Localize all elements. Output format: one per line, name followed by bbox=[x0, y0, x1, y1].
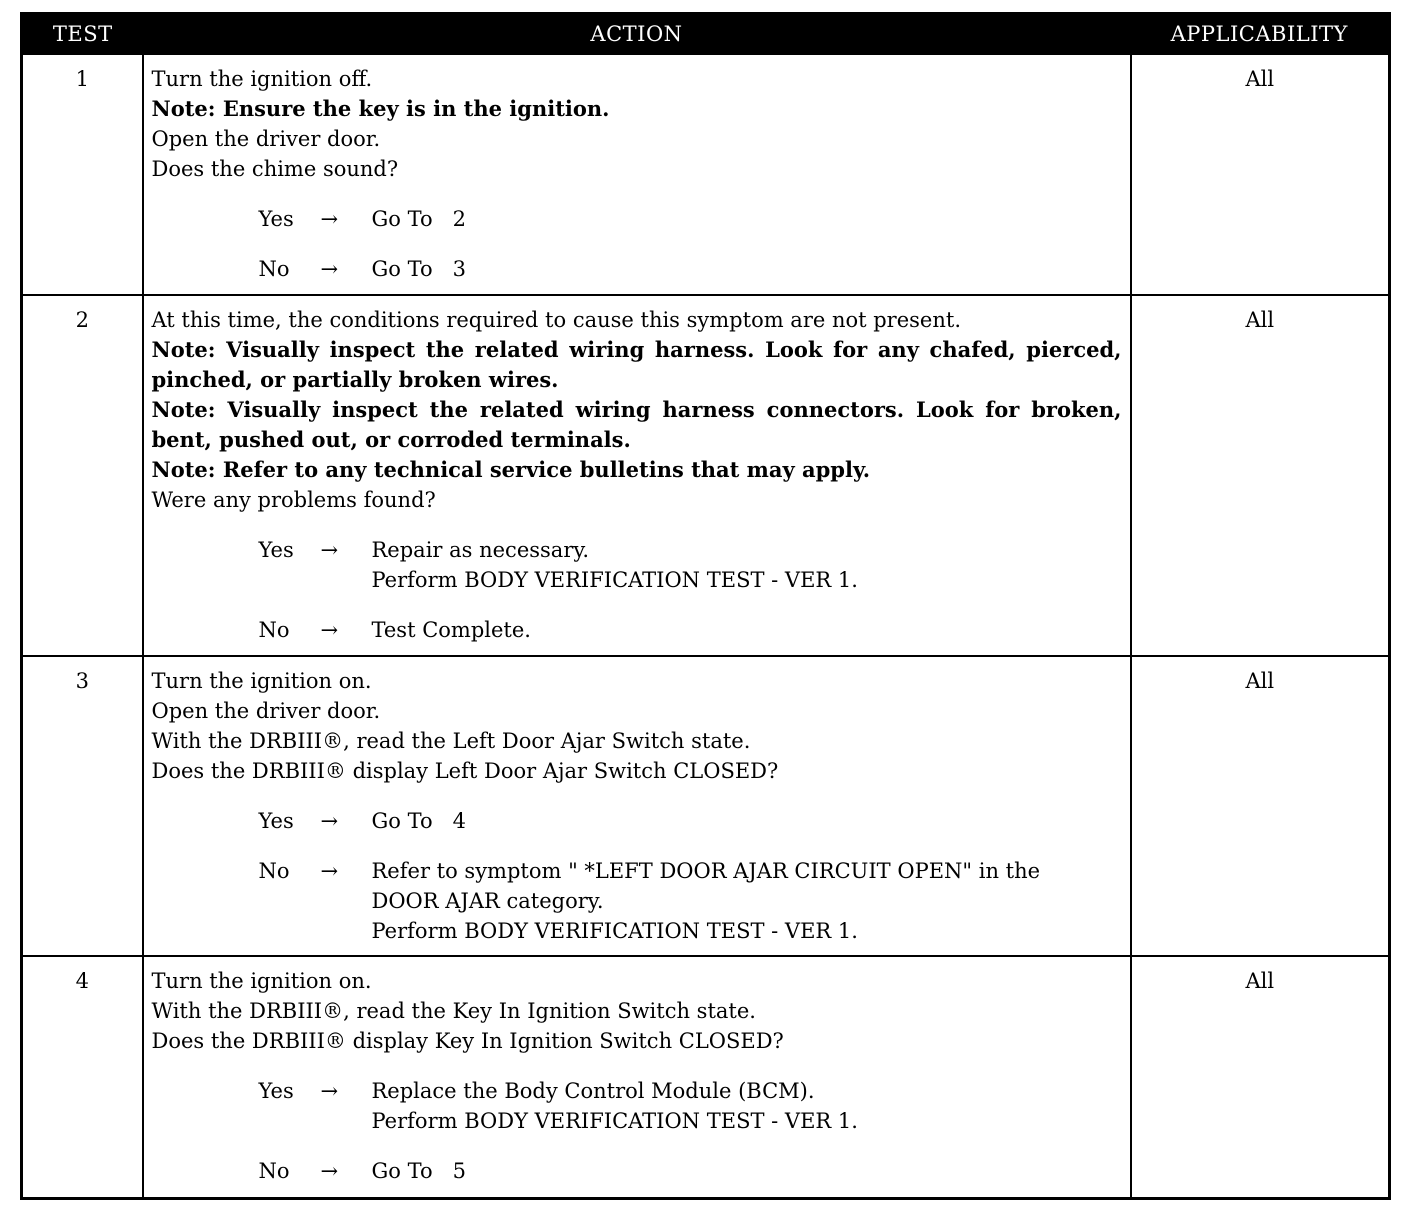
table-row bbox=[22, 656, 1390, 956]
table-row bbox=[22, 295, 1390, 656]
answer-label: No bbox=[258, 618, 290, 642]
answer-label: No bbox=[258, 859, 290, 883]
outcome-no bbox=[152, 254, 1122, 284]
action-note: Note: Ensure the key is in the ignition. bbox=[151, 96, 610, 121]
table-header-row bbox=[22, 14, 1390, 55]
right-arrow-icon: → bbox=[320, 1079, 339, 1103]
outcome-no bbox=[152, 856, 1122, 946]
right-arrow-icon: → bbox=[320, 809, 339, 833]
result-line: Go To 5 bbox=[371, 1159, 466, 1183]
right-arrow-icon: → bbox=[320, 859, 339, 883]
action-line: Open the driver door. bbox=[151, 127, 381, 151]
answer-label: No bbox=[258, 257, 290, 281]
table-row bbox=[22, 54, 1390, 295]
table-row bbox=[22, 956, 1390, 1198]
right-arrow-icon: → bbox=[320, 538, 339, 562]
outcome-yes bbox=[152, 806, 1122, 836]
outcome-result bbox=[372, 204, 1122, 234]
outcome-result bbox=[372, 535, 1122, 595]
action-line: Open the driver door. bbox=[151, 699, 381, 723]
outcome-yes bbox=[152, 535, 1122, 595]
action-note: Note: Visually inspect the related wiring harness connectors. Look for broken, bent, pushed out, or corroded terminals. bbox=[151, 397, 1122, 452]
answer-label: Yes bbox=[258, 1079, 294, 1103]
action-line: Were any problems found? bbox=[151, 488, 436, 512]
result-line: DOOR AJAR category. bbox=[371, 889, 604, 913]
action-line: With the DRBIII®, read the Key In Ignition Switch state. bbox=[151, 999, 756, 1023]
result-line: Go To 4 bbox=[371, 809, 466, 833]
action-cell bbox=[143, 54, 1131, 295]
header-applicability: APPLICABILITY bbox=[1131, 14, 1390, 55]
outcome-result bbox=[372, 856, 1122, 946]
test-number: 2 bbox=[22, 295, 143, 656]
applicability-cell: All bbox=[1131, 656, 1390, 956]
action-line: Does the DRBIII® display Key In Ignition Switch CLOSED? bbox=[151, 1029, 784, 1053]
result-line: Perform BODY VERIFICATION TEST - VER 1. bbox=[371, 568, 858, 592]
result-line: Refer to symptom " *LEFT DOOR AJAR CIRCUIT OPEN" in the bbox=[371, 859, 1041, 883]
result-line: Go To 2 bbox=[371, 207, 466, 231]
right-arrow-icon: → bbox=[320, 1159, 339, 1183]
right-arrow-icon: → bbox=[320, 207, 339, 231]
answer-label: Yes bbox=[258, 809, 294, 833]
answer-label: Yes bbox=[258, 538, 294, 562]
action-cell bbox=[143, 956, 1131, 1198]
result-line: Go To 3 bbox=[371, 257, 466, 281]
action-line: With the DRBIII®, read the Left Door Ajar Switch state. bbox=[151, 729, 751, 753]
action-line: At this time, the conditions required to cause this symptom are not present. bbox=[151, 308, 961, 332]
outcome-result bbox=[372, 1156, 1122, 1186]
header-action: ACTION bbox=[143, 14, 1131, 55]
action-note: Note: Refer to any technical service bulletins that may apply. bbox=[151, 457, 871, 482]
outcome-result bbox=[372, 1076, 1122, 1136]
test-number: 1 bbox=[22, 54, 143, 295]
test-number: 3 bbox=[22, 656, 143, 956]
result-line: Replace the Body Control Module (BCM). bbox=[371, 1079, 815, 1103]
answer-label: Yes bbox=[258, 207, 294, 231]
diagnostic-test-table bbox=[20, 12, 1391, 1200]
outcome-yes bbox=[152, 1076, 1122, 1136]
result-line: Perform BODY VERIFICATION TEST - VER 1. bbox=[371, 1109, 858, 1133]
header-test: TEST bbox=[22, 14, 143, 55]
applicability-cell: All bbox=[1131, 295, 1390, 656]
applicability-cell: All bbox=[1131, 956, 1390, 1198]
action-line: Does the DRBIII® display Left Door Ajar Switch CLOSED? bbox=[151, 759, 779, 783]
test-number: 4 bbox=[22, 956, 143, 1198]
outcome-no bbox=[152, 615, 1122, 645]
action-cell bbox=[143, 656, 1131, 956]
result-line: Test Complete. bbox=[371, 618, 531, 642]
outcome-no bbox=[152, 1156, 1122, 1186]
result-line: Repair as necessary. bbox=[371, 538, 590, 562]
right-arrow-icon: → bbox=[320, 618, 339, 642]
answer-label: No bbox=[258, 1159, 290, 1183]
result-line: Perform BODY VERIFICATION TEST - VER 1. bbox=[371, 919, 858, 943]
action-note: Note: Visually inspect the related wiring harness. Look for any chafed, pierced, pinched, or partially broken wires. bbox=[151, 337, 1122, 392]
action-line: Turn the ignition on. bbox=[151, 969, 372, 993]
outcome-yes bbox=[152, 204, 1122, 234]
outcome-result bbox=[372, 615, 1122, 645]
action-line: Turn the ignition off. bbox=[151, 67, 373, 91]
action-line: Does the chime sound? bbox=[151, 157, 399, 181]
action-cell bbox=[143, 295, 1131, 656]
right-arrow-icon: → bbox=[320, 257, 339, 281]
outcome-result bbox=[372, 254, 1122, 284]
action-line: Turn the ignition on. bbox=[151, 669, 372, 693]
outcome-result bbox=[372, 806, 1122, 836]
applicability-cell: All bbox=[1131, 54, 1390, 295]
